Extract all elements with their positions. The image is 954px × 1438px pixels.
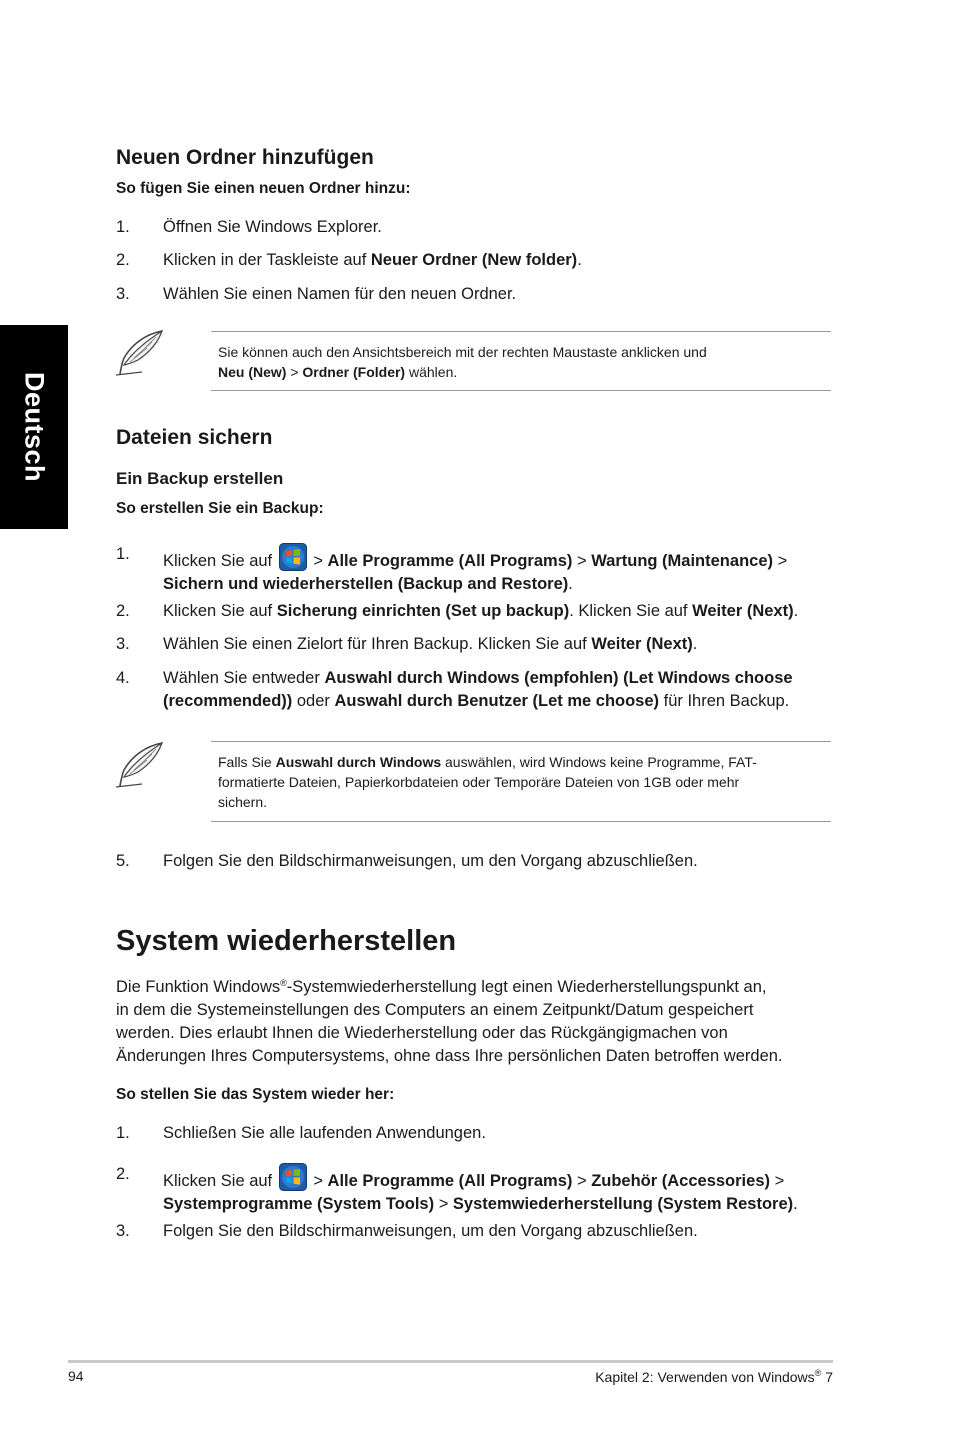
page-number: 94 [68, 1368, 84, 1384]
heading-new-folder: Neuen Ordner hinzufügen [116, 146, 374, 169]
note-top-rule [211, 331, 831, 332]
note-backup: Falls Sie Auswahl durch Windows auswählen, wird Windows keine Programme, FAT- formatierte Dateien, Papierkorbdateien oder Temporäre Dateien von 1GB oder mehr sichern. [218, 754, 757, 810]
note-bottom-rule [211, 821, 831, 822]
note-top-rule [211, 741, 831, 742]
feather-quill-icon [112, 740, 168, 790]
lead-new-folder: So fügen Sie einen neuen Ordner hinzu: [116, 180, 411, 197]
restore-intro-paragraph: Die Funktion Windows®-Systemwiederherstellung legt einen Wiederherstellungspunkt an, in dem die Systemeinstellungen des Computers an einem Zeitpunkt/Datum gespeichert werden. Dies erlaubt Ihnen die Wiederherstellung oder das Rückgängigmachen von Änderungen Ihres Computersystems, ohne dass Ihre persönlichen Daten betroffen werden. [116, 978, 783, 1065]
language-side-tab [0, 325, 68, 529]
lead-backup: So erstellen Sie ein Backup: [116, 500, 324, 517]
heading-system-restore: System wiederherstellen [116, 925, 457, 957]
chapter-label: Kapitel 2: Verwenden von Windows® 7 [595, 1368, 833, 1385]
note-new-folder: Sie können auch den Ansichtsbereich mit der rechten Maustaste anklicken und Neu (New) > Ordner (Folder) wählen. [218, 344, 707, 380]
note-bottom-rule [211, 390, 831, 391]
heading-backup: Dateien sichern [116, 426, 273, 449]
footer-rule [68, 1360, 833, 1363]
side-tab-label: Deutsch [19, 371, 50, 483]
lead-restore: So stellen Sie das System wieder her: [116, 1086, 395, 1103]
feather-quill-icon [112, 328, 168, 378]
windows-start-orb-icon [279, 1163, 307, 1191]
windows-start-orb-icon [279, 543, 307, 571]
subheading-create-backup: Ein Backup erstellen [116, 469, 284, 488]
